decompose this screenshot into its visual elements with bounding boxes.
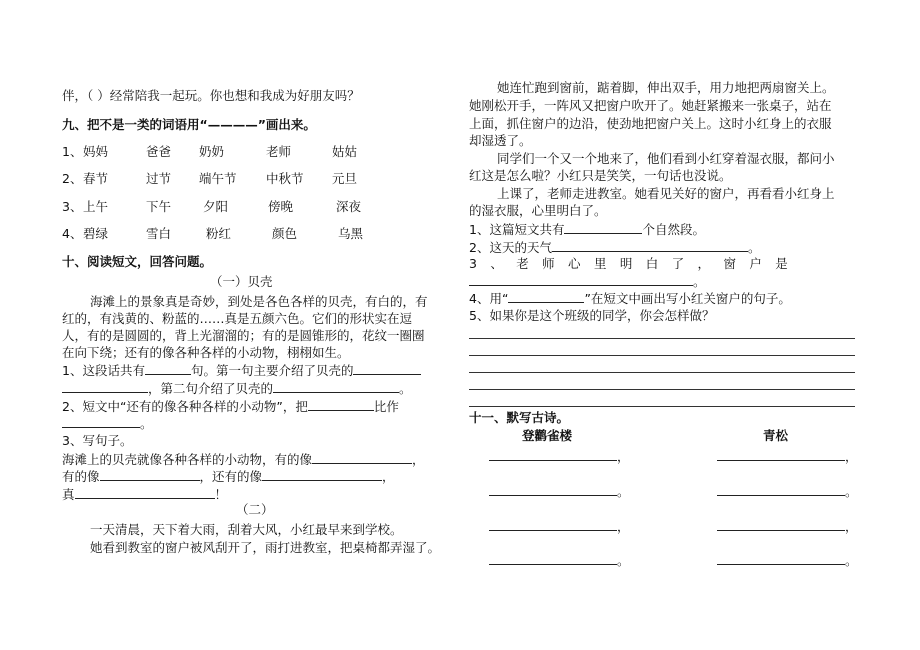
word[interactable]: 老师 (266, 144, 292, 159)
poem-line (489, 518, 630, 535)
q-text: ， (412, 452, 425, 467)
q-text: 。 (747, 240, 761, 255)
q-text: ，还有的像 (199, 469, 263, 484)
word[interactable]: 傍晚 (268, 199, 294, 214)
q-text: 个自然段。 (642, 222, 705, 237)
punct: ， (845, 519, 858, 534)
passage2-line: 同学们一个又一个地来了，他们看到小红穿着湿衣服，都问小 (497, 151, 835, 166)
passage1-line: 在向下绕；还有的像各种各样的小动物，栩栩如生。 (62, 345, 350, 360)
row-number: 3、 (62, 199, 83, 214)
passage2-line: 一天清晨，天下着大雨，刮着大风，小红最早来到学校。 (90, 522, 403, 537)
answer-line[interactable] (469, 338, 855, 339)
r-q1 (469, 221, 705, 238)
part2-title: （二） (236, 502, 274, 517)
word[interactable]: 春节 (83, 171, 109, 186)
word[interactable]: 元旦 (332, 171, 358, 186)
poem-line (717, 552, 858, 569)
q10-1-line1 (62, 362, 421, 379)
answer-blank[interactable] (564, 221, 642, 234)
answer-blank[interactable] (469, 273, 693, 286)
passage2-line: 她看到教室的窗户被风刮开了，雨打进教室，把桌椅都弄湿了。 (90, 540, 441, 555)
passage2-line: 她连忙跑到窗前，踮着脚，伸出双手，用力地把两扇窗关上。 (497, 80, 835, 95)
punct: 。 (845, 484, 858, 499)
answer-blank[interactable] (508, 290, 584, 303)
poem1-title: 登鹳雀楼 (522, 428, 573, 443)
q-text: ， (382, 469, 395, 484)
poem2-title: 青松 (763, 428, 789, 443)
answer-line[interactable] (469, 355, 855, 356)
punct: ， (845, 449, 858, 464)
answer-blank[interactable] (489, 552, 617, 565)
q-text: 2、这天的天气 (469, 240, 552, 255)
word[interactable]: 中秋节 (266, 171, 304, 186)
answer-blank[interactable] (273, 380, 399, 393)
row-number: 4、 (62, 226, 83, 241)
q10-1-line2 (62, 380, 412, 397)
answer-blank[interactable] (717, 552, 845, 565)
q-text: 海滩上的贝壳就像各种各样的小动物，有的像 (62, 452, 313, 467)
r-q2 (469, 239, 760, 256)
word[interactable]: 粉红 (206, 226, 232, 241)
row-number: 2、 (62, 171, 83, 186)
answer-blank[interactable] (717, 483, 845, 496)
passage2-line: 的湿衣服，心里明白了。 (469, 203, 607, 218)
q10-3-line1 (62, 451, 425, 468)
q-text: 真 (62, 487, 75, 502)
q-text: 4、用“ (469, 291, 509, 306)
intro-line: 伴，（ ）经常陪我一起玩。你也想和我成为好朋友吗？ (62, 88, 360, 103)
q10-2-line2 (62, 415, 153, 432)
poem-line (489, 552, 630, 569)
r-q4 (469, 290, 791, 307)
q-text: ！ (214, 487, 228, 502)
word[interactable]: 雪白 (146, 226, 172, 241)
answer-line[interactable] (469, 372, 855, 373)
row-number: 1、 (62, 144, 83, 159)
answer-blank[interactable] (308, 398, 374, 411)
word[interactable]: 上午 (83, 199, 109, 214)
answer-blank[interactable] (62, 380, 148, 393)
answer-blank[interactable] (489, 518, 617, 531)
q9-title: 九、把不是一类的词语用“————”画出来。 (62, 117, 316, 132)
q10-2-line1 (62, 398, 399, 415)
q-text: 1、这段话共有 (62, 363, 145, 378)
passage2-line: 红这是怎么啦？小红只是笑笑，一句话也没说。 (469, 168, 732, 183)
punct: 。 (845, 553, 858, 568)
word[interactable]: 碧绿 (83, 226, 109, 241)
answer-blank[interactable] (312, 451, 412, 464)
r-q3-line2 (469, 273, 706, 290)
passage2-line: 上面，抓住窗户的边沿，使劲地把窗户关上。这时小红身上的衣服 (469, 116, 832, 131)
poem-line (489, 483, 630, 500)
q-text: 有的像 (62, 469, 100, 484)
punct: 。 (617, 484, 630, 499)
poem-line (717, 448, 858, 465)
q-text: 3、老师心里明白了，窗户是 (469, 256, 802, 271)
passage2-line: 却湿透了。 (469, 133, 532, 148)
passage1-line: 红的，有浅黄的、粉蓝的……真是五颜六色。它们的形状实在逗 (62, 311, 413, 326)
q-text: ，第二句介绍了贝壳的 (148, 381, 274, 396)
poem-line (717, 518, 858, 535)
part1-title: （一）贝壳 (210, 274, 273, 289)
poem-line (489, 448, 630, 465)
q10-3-line3 (62, 486, 227, 503)
q10-title: 十、阅读短文，回答问题。 (62, 254, 213, 269)
answer-blank[interactable] (262, 468, 382, 481)
answer-blank[interactable] (717, 518, 845, 531)
punct: ， (617, 449, 630, 464)
word[interactable]: 颜色 (272, 226, 298, 241)
q10-3-line2 (62, 468, 395, 485)
answer-blank[interactable] (62, 415, 140, 428)
q-text: 2、短文中“还有的像各种各样的小动物”，把 (62, 399, 308, 414)
answer-blank[interactable] (489, 483, 617, 496)
answer-line[interactable] (469, 406, 855, 407)
word[interactable]: 奶奶 (199, 144, 225, 159)
passage2-line: 上课了，老师走进教室。她看见关好的窗户，再看看小红身上 (497, 186, 835, 201)
word[interactable]: 爸爸 (146, 144, 172, 159)
poem-line (717, 483, 858, 500)
answer-blank[interactable] (100, 468, 200, 481)
q-text: 。 (693, 274, 706, 289)
word[interactable]: 夕阳 (203, 199, 229, 214)
answer-blank[interactable] (145, 362, 191, 375)
r-q3 (469, 256, 857, 272)
word[interactable]: 乌黑 (338, 226, 364, 241)
r-q5: 5、如果你是这个班级的同学，你会怎样做？ (469, 308, 715, 323)
word[interactable]: 端午节 (199, 171, 237, 186)
answer-blank[interactable] (552, 239, 748, 252)
punct: ， (617, 519, 630, 534)
word[interactable]: 妈妈 (83, 144, 109, 159)
passage1-line: 人，有的是圆圆的，背上光溜溜的；有的是圆锥形的，花纹一圈圈 (62, 328, 425, 343)
q-text: 。 (399, 381, 412, 396)
passage1-line: 海滩上的景象真是奇妙，到处是各色各样的贝壳，有白的，有 (90, 294, 428, 309)
q11-title: 十一、默写古诗。 (469, 410, 570, 425)
q-text: 句。第一句主要介绍了贝壳的 (190, 363, 354, 378)
q-text: 比作 (373, 399, 399, 414)
word[interactable]: 深夜 (336, 199, 362, 214)
answer-blank[interactable] (717, 448, 845, 461)
answer-line[interactable] (469, 389, 855, 390)
q-text: 。 (140, 416, 153, 431)
q-text: 1、这篇短文共有 (469, 222, 565, 237)
punct: 。 (617, 553, 630, 568)
passage2-line: 她刚松开手，一阵风又把窗户吹开了。她赶紧搬来一张桌子，站在 (469, 98, 832, 113)
q-text: ”在短文中画出写小红关窗户的句子。 (584, 291, 791, 306)
word[interactable]: 姑姑 (332, 144, 358, 159)
word[interactable]: 下午 (146, 199, 172, 214)
q10-3-title: 3、写句子。 (62, 433, 133, 448)
answer-blank[interactable] (489, 448, 617, 461)
answer-blank[interactable] (75, 486, 215, 499)
answer-blank[interactable] (353, 362, 421, 375)
word[interactable]: 过节 (146, 171, 172, 186)
